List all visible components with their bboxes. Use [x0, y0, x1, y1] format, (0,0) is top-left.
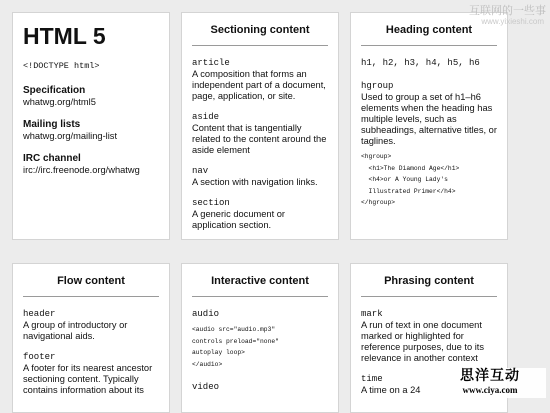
- description: A composition that forms an independent part of a document, page, application, or site.: [192, 69, 326, 101]
- term: audio: [192, 309, 220, 319]
- term: time: [361, 374, 383, 384]
- term: aside: [192, 112, 220, 122]
- term: article: [192, 58, 230, 68]
- mailing-lists-heading: Mailing lists: [23, 119, 81, 130]
- site-logo: [434, 368, 546, 398]
- sectioning-card: [181, 12, 339, 240]
- description: A generic document or application section.: [192, 209, 286, 230]
- description: Content that is tangentially related to the content around the aside element: [192, 123, 327, 155]
- watermark-site-url: www.yixieshi.com: [481, 17, 544, 26]
- description: A time on a 24: [361, 385, 421, 395]
- flow-card: [12, 263, 170, 413]
- card-title: Heading content: [385, 24, 473, 36]
- mailing-lists-link[interactable]: whatwg.org/mailing-list: [23, 131, 118, 141]
- description: A group of introductory or navigational aids.: [23, 320, 128, 341]
- term: mark: [361, 309, 383, 319]
- card-title: Interactive content: [211, 275, 309, 287]
- term: header: [23, 309, 56, 319]
- card-title: Sectioning content: [210, 24, 310, 36]
- term: section: [192, 198, 230, 208]
- intro-card: [12, 12, 170, 240]
- description: A run of text in one document marked or highlighted for reference purposes, due to its relevance in another context: [361, 320, 484, 363]
- term: hgroup: [361, 81, 394, 91]
- term: h1, h2, h3, h4, h5, h6: [361, 58, 480, 68]
- specification-link[interactable]: whatwg.org/html5: [23, 97, 96, 107]
- description: Used to group a set of h1–h6 elements when the heading has multiple levels, such as subheadings, alternative titles, or taglines.: [361, 92, 497, 146]
- heading-card: [350, 12, 508, 240]
- doctype-code: <!DOCTYPE html>: [23, 61, 100, 71]
- term: footer: [23, 352, 56, 362]
- irc-channel-heading: IRC channel: [23, 153, 81, 164]
- logo-name: 思洋互动: [460, 368, 520, 384]
- code-example: <hgroup> <h1>The Diamond Age</h1> <h4>or A Young Lady's Illustrated Primer</h4> </hgroup>: [361, 153, 460, 206]
- irc-channel-link[interactable]: irc://irc.freenode.org/whatwg: [23, 165, 140, 175]
- logo-url: www.ciya.com: [462, 385, 518, 395]
- code-example: <audio src="audio.mp3" controls preload="none" autoplay loop> </audio>: [192, 326, 279, 368]
- card-title: Phrasing content: [384, 275, 474, 287]
- description: A footer for its nearest ancestor sectioning content. Typically contains information about its: [23, 363, 153, 395]
- card-title: Flow content: [57, 275, 125, 287]
- term: video: [192, 382, 220, 392]
- term: nav: [192, 166, 209, 176]
- description: A section with navigation links.: [192, 177, 318, 187]
- specification-heading: Specification: [23, 85, 86, 96]
- interactive-card: [181, 263, 339, 413]
- page-title: HTML 5: [23, 23, 106, 49]
- watermark-site-name: 互联网的一些事: [469, 4, 546, 17]
